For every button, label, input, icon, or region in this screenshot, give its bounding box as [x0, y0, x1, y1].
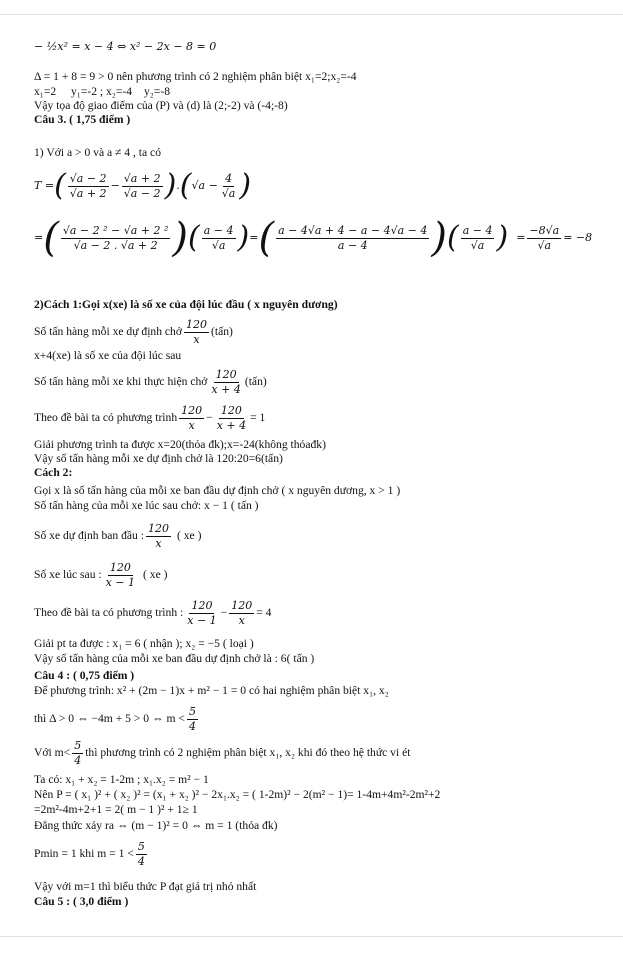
fraction-t3: $\frac{4}{√a}$ [221, 171, 236, 200]
question-5-heading: Câu 5 : ( 3,0 điểm ) [34, 895, 129, 908]
equation-setup-2: Theo đề bài ta có phương trình : $\frac{120}{x - 1}$ − $\frac{120}{x}$ = 4 [34, 598, 272, 627]
pmin-line: Pmin = 1 khi m = 1 < $\frac{5}{4}$ [34, 839, 145, 868]
equation-setup-1: Theo đề bài ta có phương trình $\frac{120}{x}$ − $\frac{120}{x + 4}$ = 1 [34, 403, 266, 432]
p-expansion-line: Nên P = ( x₁ )² + ( x₂ )² = (x₁ + x₂ )² − 2x₁.x₂ = ( 1-2m)² − 2(m² − 1)= 1-4m+4m²-2m²+2 [34, 788, 441, 801]
delta-condition-line: thì Δ > 0 ⇔ −4m + 5 > 0 ⇔ m < $\frac{5}{4}$ [34, 704, 196, 733]
discriminant-line: Δ = 1 + 8 = 9 > 0 nên phương trình có 2 nghiệm phân biệt x₁=2;x₂=-4 [34, 70, 357, 83]
actual-tonnage-line: Số tấn hàng mỗi xe khi thực hiện chở $\frac{120}{x + 4}$ (tấn) [34, 367, 267, 396]
fraction-result: $\frac{-8√a}{√a}$ [529, 223, 560, 252]
vieta-intro-line: Với m< $\frac{5}{4}$ thì phương trình có 2 nghiệm phân biệt x₁, x₂ khi đó theo hệ thức vi ét [34, 738, 411, 767]
question-4-statement: Để phương trình: x² + (2m − 1)x + m² − 1 = 0 có hai nghiệm phân biệt x₁, x₂ [34, 684, 389, 697]
equation-line-1: − ½x² = x − 4 ⇔ x² − 2x − 8 = 0 [34, 40, 217, 53]
t-symbol: T = [34, 179, 55, 192]
fraction-120-x: $\frac{120}{x}$ [185, 317, 207, 346]
equality-condition-line: Đẳng thức xảy ra ⇔ (m − 1)² = 0 ⇔ m = 1 (thỏa đk) [34, 819, 278, 832]
conclusion-line-2: Vậy số tấn hàng của mỗi xe ban đầu dự định chở là : 6( tấn ) [34, 652, 315, 665]
conclusion-line-1: Vậy số tấn hàng mỗi xe dự định chở là 120:20=6(tấn) [34, 452, 283, 465]
fraction-c3: $\frac{a - 4√a + 4 - a - 4√a - 4}{a - 4}$ [278, 223, 428, 252]
paren-open-2: ( [179, 168, 192, 203]
fraction-t2: $\frac{√a + 2}{√a - 2}$ [123, 171, 161, 200]
part-2-method-1: 2)Cách 1:Gọi x(xe) là số xe của đội lúc đầu ( x nguyên dương) [34, 298, 338, 311]
fraction-c4: $\frac{a - 4}{√a}$ [462, 223, 493, 252]
initial-trucks-line: Số xe dự định ban đầu : $\frac{120}{x}$ ( xe ) [34, 521, 202, 550]
equals-sign: = [34, 231, 44, 244]
solution-line-1: Giải phương trình ta được x=20(thỏa đk);x=-24(không thỏađk) [34, 438, 326, 451]
later-trucks-count-line: Số xe lúc sau : $\frac{120}{x - 1}$ ( xe ) [34, 560, 168, 589]
part-1-intro: 1) Với a > 0 và a ≠ 4 , ta có [34, 146, 161, 159]
dot-sign: . [176, 179, 180, 192]
intersection-line: Vậy tọa độ giao điểm của (P) và (d) là (2;-2) và (-4;-8) [34, 99, 288, 112]
bottom-divider [0, 936, 623, 937]
minus-sign: − [110, 179, 120, 192]
roots-line: x₁=2 ⃞ y₁=-2 ; x₂=-4⃞ y₂=-8 [34, 85, 171, 98]
result-tail: = −8 [563, 231, 593, 244]
fraction-t1: $\frac{√a - 2}{√a + 2}$ [69, 171, 107, 200]
fraction-120-x4: $\frac{120}{x + 4}$ [211, 367, 241, 396]
equals-sign-2: = [249, 231, 259, 244]
t-definition [34, 166, 251, 206]
method-2-intro: Gọi x là số tấn hàng của mỗi xe ban đầu dự định chở ( x nguyên dương, x > 1 ) [34, 484, 401, 497]
question-4-heading: Câu 4 : ( 0,75 điểm ) [34, 669, 135, 682]
paren-open: ( [54, 168, 66, 203]
method-2-heading: Cách 2: [34, 466, 73, 479]
p-simplified-line: =2m²-4m+2+1 = 2( m − 1 )² + 1≥ 1 [34, 803, 198, 816]
fraction-c1: $\frac{\text{√a − 2 ² − √a + 2 ²}}{√a - 2 . √a + 2}$ [62, 223, 169, 252]
planned-tonnage-line: Số tấn hàng mỗi xe dự định chở $\frac{120}{x}$ (tấn) [34, 317, 233, 346]
vieta-sum-product: Ta có: x₁ + x₂ = 1-2m ; x₁.x₂ = m² − 1 [34, 773, 209, 786]
paren-close: ) [164, 168, 177, 203]
solution-line-2: Giải pt ta được : x₁ = 6 ( nhận ); x₂ = −5 ( loại ) [34, 637, 254, 650]
later-trucks-line: x+4(xe) là số xe của đội lúc sau [34, 349, 182, 362]
top-divider [0, 14, 623, 15]
method-2-later: Số tấn hàng của mỗi xe lúc sau chở: x − 1 ( tấn ) [34, 499, 259, 512]
question-3-heading: Câu 3. ( 1,75 điểm ) [34, 113, 131, 126]
inner-term: √a − [191, 179, 218, 192]
fraction-c2: $\frac{a - 4}{√a}$ [203, 223, 234, 252]
final-conclusion-line: Vậy với m=1 thì biểu thức P đạt giá trị nhỏ nhất [34, 880, 257, 893]
paren-close-2: ) [239, 168, 252, 203]
t-computation: = ( $\frac{\text{√a − 2 ² − √a + 2 ²}}{√a - 2 . √a + 2}$ ) ( $\frac{a - 4}{√a}$ ) = ( $\frac{a - 4√a + 4 - a - 4√a - 4}{a - 4}$ ) ( $\frac{a - 4}{√a}$ ) = $\frac{-8√a}{√a}$ = −8 [34, 215, 593, 261]
